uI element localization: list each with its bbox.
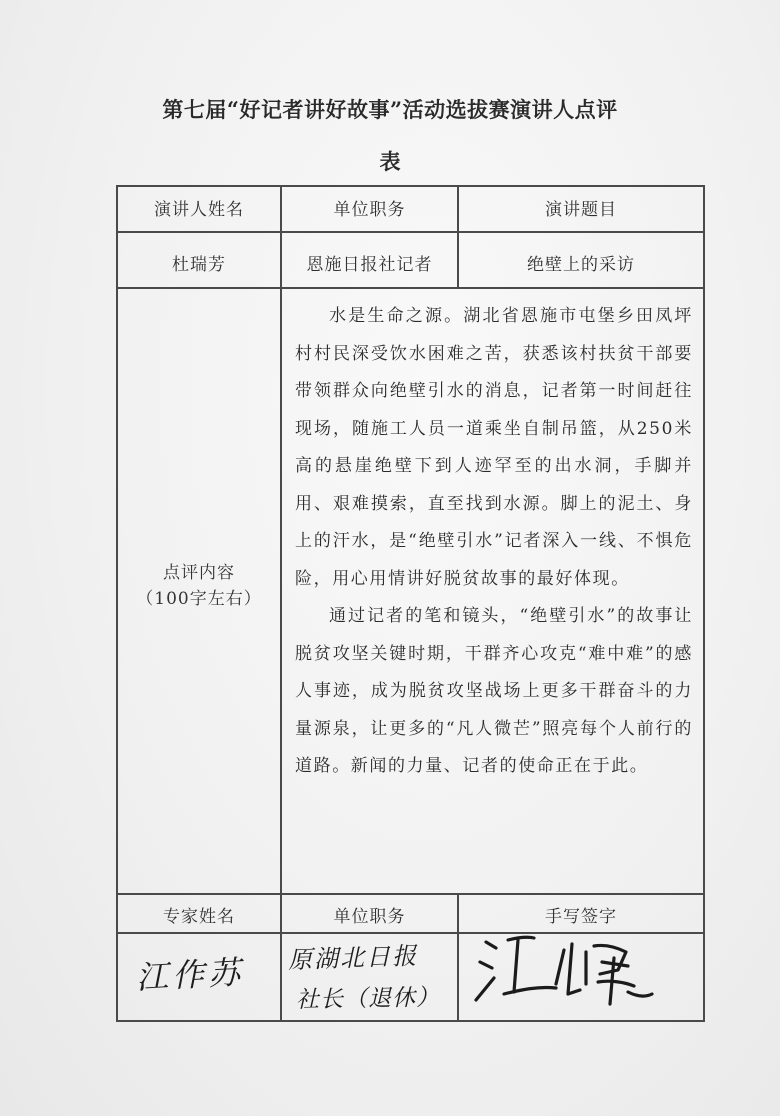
table-column-divider bbox=[280, 185, 282, 1022]
table-row-divider bbox=[116, 893, 705, 895]
table-bottom-border bbox=[116, 1020, 705, 1022]
form-title-continued: 表 bbox=[379, 149, 401, 174]
header-unit-position: 单位职务 bbox=[333, 200, 406, 220]
review-label bbox=[118, 560, 280, 612]
review-paragraph: 通过记者的笔和镜头，“绝壁引水”的故事让脱贫攻坚关键时期，干群齐心攻克“难中难”的感人事迹，成为脱贫攻坚战场上更多干群奋斗的力量源泉，让更多的“凡人微芒”照亮每个人前行的道路。新闻的力量、记者的使命正在于此。 bbox=[295, 606, 693, 776]
header-expert-name: 专家姓名 bbox=[163, 907, 235, 927]
expert-position-handwritten-line2: 社长（退休） bbox=[295, 984, 441, 1014]
form-title: 第七届“好记者讲好故事”活动选拔赛演讲人点评 bbox=[162, 97, 618, 122]
review-label-line1: 点评内容 bbox=[163, 563, 235, 583]
expert-name-handwritten: 江作苏 bbox=[135, 953, 246, 997]
table-right-border bbox=[703, 185, 705, 1022]
table-top-border bbox=[116, 185, 704, 187]
review-content bbox=[295, 298, 693, 786]
speaker-position: 恩施日报社记者 bbox=[306, 255, 433, 275]
review-label-line2: （100字左右） bbox=[136, 589, 262, 609]
speaker-name: 杜瑞芳 bbox=[172, 255, 226, 275]
handwritten-signature bbox=[468, 922, 668, 1014]
table-row-divider bbox=[116, 287, 704, 289]
table-row-divider bbox=[116, 231, 704, 233]
expert-position-handwritten-line1: 原湖北日报 bbox=[287, 941, 419, 975]
speech-topic: 绝壁上的采访 bbox=[527, 255, 635, 275]
header-speaker-name: 演讲人姓名 bbox=[154, 200, 244, 220]
header-expert-position: 单位职务 bbox=[333, 907, 406, 927]
header-speech-topic: 演讲题目 bbox=[545, 200, 617, 220]
review-paragraph: 水是生命之源。湖北省恩施市屯堡乡田凤坪村村民深受饮水困难之苦，获悉该村扶贫干部要带领群众向绝壁引水的消息，记者第一时间赶往现场，随施工人员一道乘坐自制吊篮，从250米高的悬崖绝壁下到人迹罕至的出水洞，手脚并用、艰难摸索，直至找到水源。脚上的泥土、身上的汗水，是“绝壁引水”记者深入一线、不惧危险，用心用情讲好脱贫故事的最好体现。 bbox=[295, 306, 693, 589]
header-handwritten-signature: 手写签字 bbox=[545, 907, 617, 927]
